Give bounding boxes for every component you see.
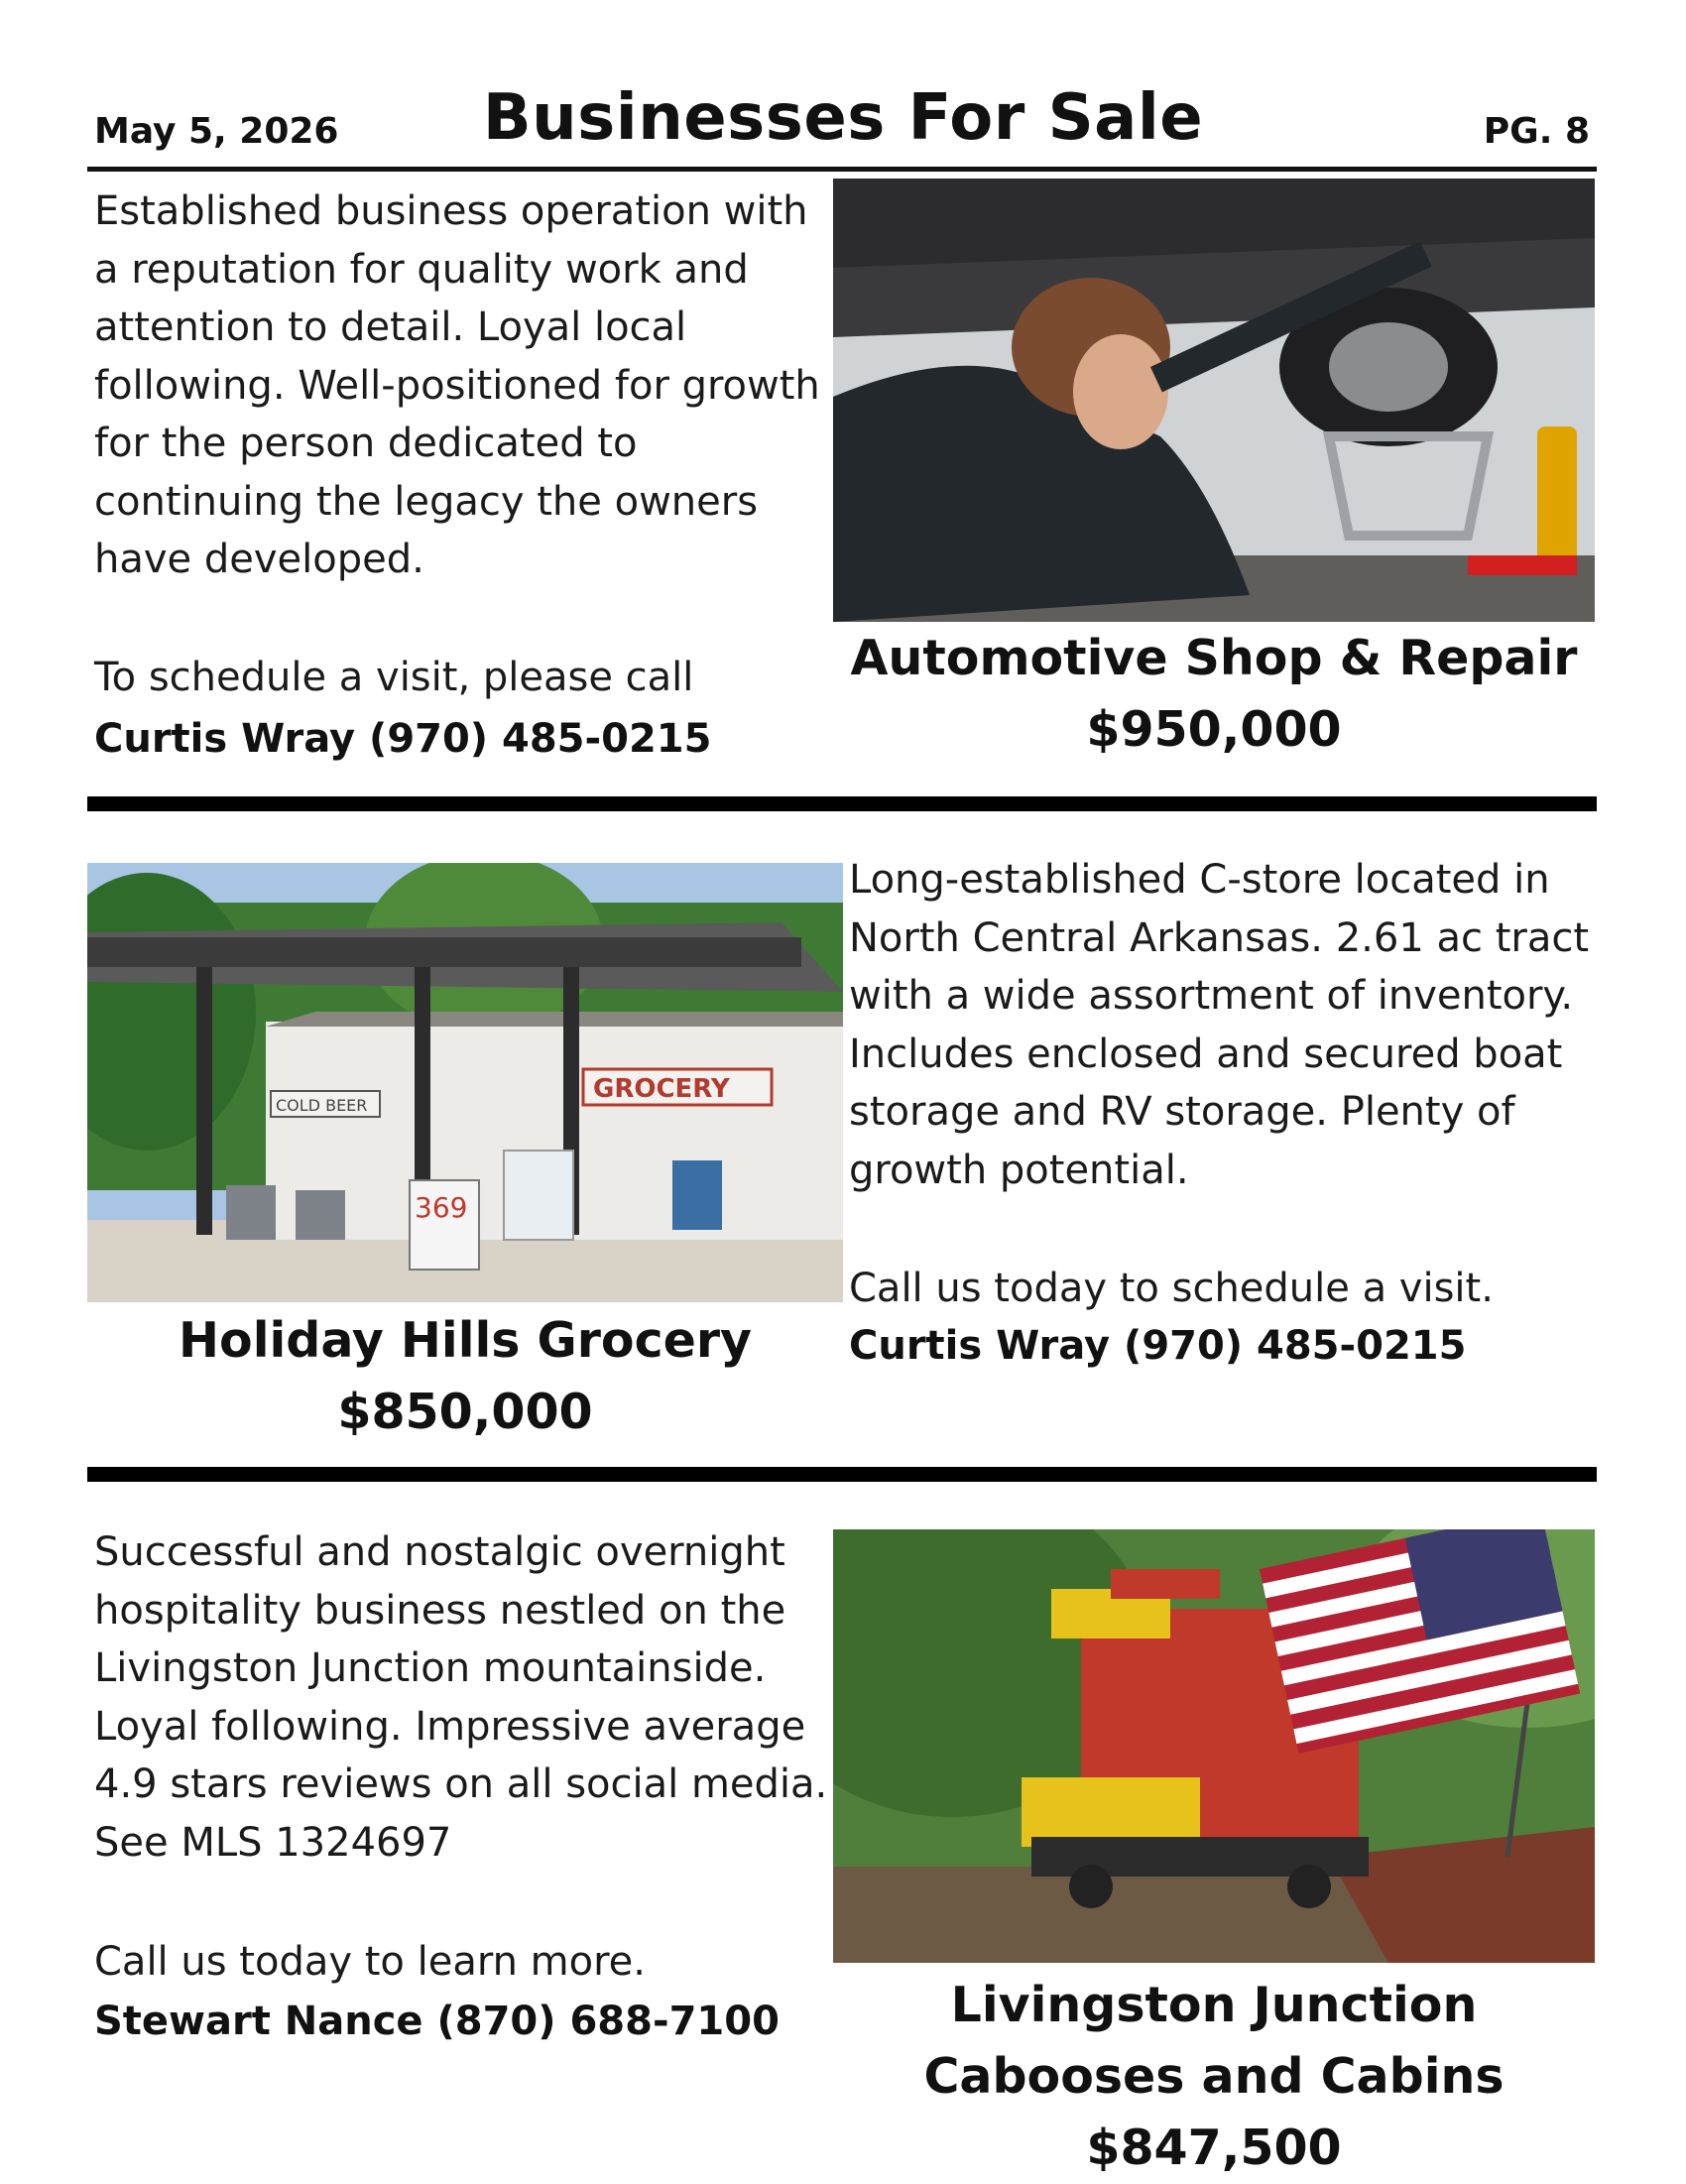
listing-1-cta: To schedule a visit, please call: [94, 655, 694, 700]
listing-3-name-line1: Livingston Junction: [950, 1977, 1478, 2033]
listing-3-cta: Call us today to learn more.: [94, 1939, 646, 1985]
listing-3-contact: Stewart Nance (870) 688-7100: [94, 1999, 780, 2044]
listing-1-description-text: Established business operation with a reputation for quality work and attention to detail. Loyal local following. Well-positioned for growth for the person dedicated to continuing the legacy the owners have developed.: [94, 188, 820, 582]
page-title: Businesses For Sale: [482, 81, 1204, 155]
listing-1-description: [94, 182, 828, 589]
listing-3-description-text: Successful and nostalgic overnight hospitality business nestled on the Livingston Junction mountainside. Loyal following. Impressive average 4.9 stars reviews on all social media. See MLS 1324697: [94, 1529, 828, 1866]
issue-date: May 5, 2026: [94, 111, 339, 152]
listing-2-description: [849, 851, 1593, 1199]
listing-3-price: $847,500: [1086, 2120, 1342, 2176]
listing-3-description: [94, 1523, 848, 1872]
listing-2-cta: Call us today to schedule a visit.: [849, 1266, 1494, 1311]
listing-3-name-line2: Cabooses and Cabins: [923, 2048, 1505, 2105]
mechanic-under-car-photo: [833, 179, 1595, 622]
price-sign: 369: [415, 1191, 468, 1224]
listing-3-caption: [833, 1970, 1595, 2184]
listing-2-description-text: Long-established C-store located in North Central Arkansas. 2.61 ac tract with a wide assortment of inventory. Includes enclosed and secured boat storage and RV storage. Plenty of growth potential.: [849, 857, 1590, 1193]
listing-2-caption: [87, 1305, 843, 1448]
listing-1-price: $950,000: [1086, 701, 1342, 758]
listing-2-contact: Curtis Wray (970) 485-0215: [849, 1323, 1467, 1369]
cold-beer-sign: COLD BEER: [276, 1096, 368, 1115]
section-divider-1: [87, 796, 1597, 811]
header-divider: [87, 167, 1597, 172]
gas-station-grocery-photo: [87, 863, 843, 1302]
grocery-sign: GROCERY: [593, 1074, 730, 1104]
listing-2-price: $850,000: [337, 1384, 593, 1440]
listing-2-name: Holiday Hills Grocery: [179, 1312, 752, 1369]
caboose-with-flag-photo: [833, 1529, 1595, 1963]
page-number: PG. 8: [1483, 111, 1590, 152]
listing-1-name: Automotive Shop & Repair: [850, 630, 1578, 686]
section-divider-2: [87, 1467, 1597, 1482]
listing-1-caption: [833, 623, 1595, 766]
listing-1-contact: Curtis Wray (970) 485-0215: [94, 716, 712, 762]
